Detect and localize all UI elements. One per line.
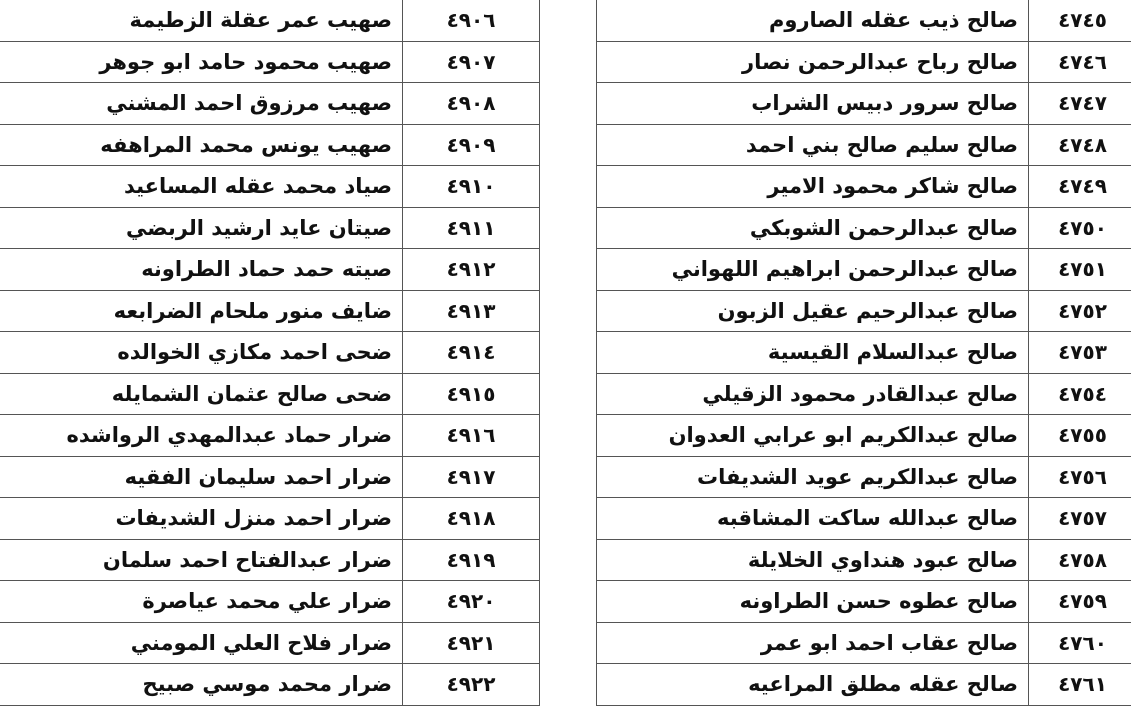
entry-name: صالح عطوه حسن الطراونه <box>597 581 1029 623</box>
entry-number: ٤٧٦١ <box>1029 664 1131 706</box>
table-row <box>597 664 1131 706</box>
entry-number: ٤٩١١ <box>403 207 540 249</box>
table-row <box>597 124 1131 166</box>
table-row <box>597 0 1131 41</box>
entry-name: ضرار علي محمد عياصرة <box>0 581 403 623</box>
entry-number: ٤٩٠٧ <box>403 41 540 83</box>
table-row <box>597 332 1131 374</box>
right-name-table <box>596 0 1131 706</box>
entry-name: صالح عقله مطلق المراعيه <box>597 664 1029 706</box>
entry-number: ٤٧٥٢ <box>1029 290 1131 332</box>
entry-name: صالح عبود هنداوي الخلايلة <box>597 539 1029 581</box>
table-row <box>0 332 540 374</box>
table-row <box>597 166 1131 208</box>
entry-name: ضايف منور ملحام الضرابعه <box>0 290 403 332</box>
table-row <box>597 539 1131 581</box>
entry-name: ضرار محمد موسي صبيح <box>0 664 403 706</box>
entry-name: صهيب محمود حامد ابو جوهر <box>0 41 403 83</box>
table-row <box>0 539 540 581</box>
entry-number: ٤٧٥١ <box>1029 249 1131 291</box>
entry-number: ٤٩٢٢ <box>403 664 540 706</box>
table-row <box>597 622 1131 664</box>
entry-number: ٤٧٥٥ <box>1029 415 1131 457</box>
entry-number: ٤٧٤٩ <box>1029 166 1131 208</box>
left-name-table <box>0 0 540 706</box>
entry-name: صالح عبدالكريم ابو عرابي العدوان <box>597 415 1029 457</box>
table-row <box>0 373 540 415</box>
table-row <box>597 581 1131 623</box>
entry-name: ضحى صالح عثمان الشمايله <box>0 373 403 415</box>
table-row <box>597 373 1131 415</box>
right-table-body <box>597 0 1131 705</box>
entry-number: ٤٧٦٠ <box>1029 622 1131 664</box>
entry-name: ضحى احمد مكازي الخوالده <box>0 332 403 374</box>
entry-name: صالح ذيب عقله الصاروم <box>597 0 1029 41</box>
table-row <box>0 166 540 208</box>
table-row <box>0 498 540 540</box>
entry-name: ضرار عبدالفتاح احمد سلمان <box>0 539 403 581</box>
entry-number: ٤٩٠٦ <box>403 0 540 41</box>
entry-number: ٤٩٢١ <box>403 622 540 664</box>
entry-name: صالح سليم صالح بني احمد <box>597 124 1029 166</box>
entry-number: ٤٩١٣ <box>403 290 540 332</box>
entry-name: صهيب عمر عقلة الزطيمة <box>0 0 403 41</box>
entry-number: ٤٧٥٦ <box>1029 456 1131 498</box>
table-row <box>0 290 540 332</box>
entry-number: ٤٩١٠ <box>403 166 540 208</box>
entry-number: ٤٧٤٨ <box>1029 124 1131 166</box>
entry-number: ٤٧٥٩ <box>1029 581 1131 623</box>
table-row <box>0 456 540 498</box>
entry-number: ٤٩٠٨ <box>403 83 540 125</box>
entry-number: ٤٩١٥ <box>403 373 540 415</box>
table-row <box>0 581 540 623</box>
entry-name: صالح عبدالكريم عويد الشديفات <box>597 456 1029 498</box>
entry-name: ضرار حماد عبدالمهدي الرواشده <box>0 415 403 457</box>
table-row <box>0 249 540 291</box>
entry-number: ٤٧٥٠ <box>1029 207 1131 249</box>
table-row <box>0 622 540 664</box>
table-row <box>597 290 1131 332</box>
entry-number: ٤٧٤٧ <box>1029 83 1131 125</box>
entry-name: صالح عبدالرحمن الشوبكي <box>597 207 1029 249</box>
table-row <box>597 41 1131 83</box>
entry-name: صالح عبدالقادر محمود الزقيلي <box>597 373 1029 415</box>
table-row <box>0 41 540 83</box>
entry-name: صيته حمد حماد الطراونه <box>0 249 403 291</box>
table-row <box>0 124 540 166</box>
table-row <box>0 83 540 125</box>
entry-number: ٤٩١٨ <box>403 498 540 540</box>
table-row <box>0 207 540 249</box>
entry-number: ٤٩١٧ <box>403 456 540 498</box>
entry-number: ٤٩٢٠ <box>403 581 540 623</box>
left-table-body <box>0 0 540 705</box>
table-row <box>597 498 1131 540</box>
entry-number: ٤٧٥٧ <box>1029 498 1131 540</box>
entry-name: صالح سرور دبيس الشراب <box>597 83 1029 125</box>
entry-name: صالح عبدالرحمن ابراهيم اللهواني <box>597 249 1029 291</box>
table-row <box>0 415 540 457</box>
entry-number: ٤٧٤٦ <box>1029 41 1131 83</box>
entry-name: ضرار فلاح العلي المومني <box>0 622 403 664</box>
entry-name: صياد محمد عقله المساعيد <box>0 166 403 208</box>
table-row <box>597 456 1131 498</box>
entry-number: ٤٩١٦ <box>403 415 540 457</box>
entry-name: صيتان عايد ارشيد الربضي <box>0 207 403 249</box>
entry-name: صالح شاكر محمود الامير <box>597 166 1029 208</box>
entry-name: ضرار احمد منزل الشديفات <box>0 498 403 540</box>
entry-number: ٤٩١٤ <box>403 332 540 374</box>
table-row <box>0 0 540 41</box>
entry-name: صالح عبدالله ساكت المشاقبه <box>597 498 1029 540</box>
entry-name: صالح عبدالرحيم عقيل الزبون <box>597 290 1029 332</box>
table-row <box>597 415 1131 457</box>
table-row <box>597 207 1131 249</box>
entry-name: ضرار احمد سليمان الفقيه <box>0 456 403 498</box>
entry-number: ٤٧٥٨ <box>1029 539 1131 581</box>
table-row <box>597 249 1131 291</box>
entry-number: ٤٧٥٣ <box>1029 332 1131 374</box>
entry-number: ٤٩١٩ <box>403 539 540 581</box>
entry-number: ٤٧٥٤ <box>1029 373 1131 415</box>
entry-number: ٤٩٠٩ <box>403 124 540 166</box>
entry-name: صهيب يونس محمد المراهفه <box>0 124 403 166</box>
table-row <box>597 83 1131 125</box>
entry-number: ٤٩١٢ <box>403 249 540 291</box>
table-row <box>0 664 540 706</box>
entry-number: ٤٧٤٥ <box>1029 0 1131 41</box>
entry-name: صهيب مرزوق احمد المشني <box>0 83 403 125</box>
entry-name: صالح عبدالسلام القيسية <box>597 332 1029 374</box>
entry-name: صالح رباح عبدالرحمن نصار <box>597 41 1029 83</box>
entry-name: صالح عقاب احمد ابو عمر <box>597 622 1029 664</box>
